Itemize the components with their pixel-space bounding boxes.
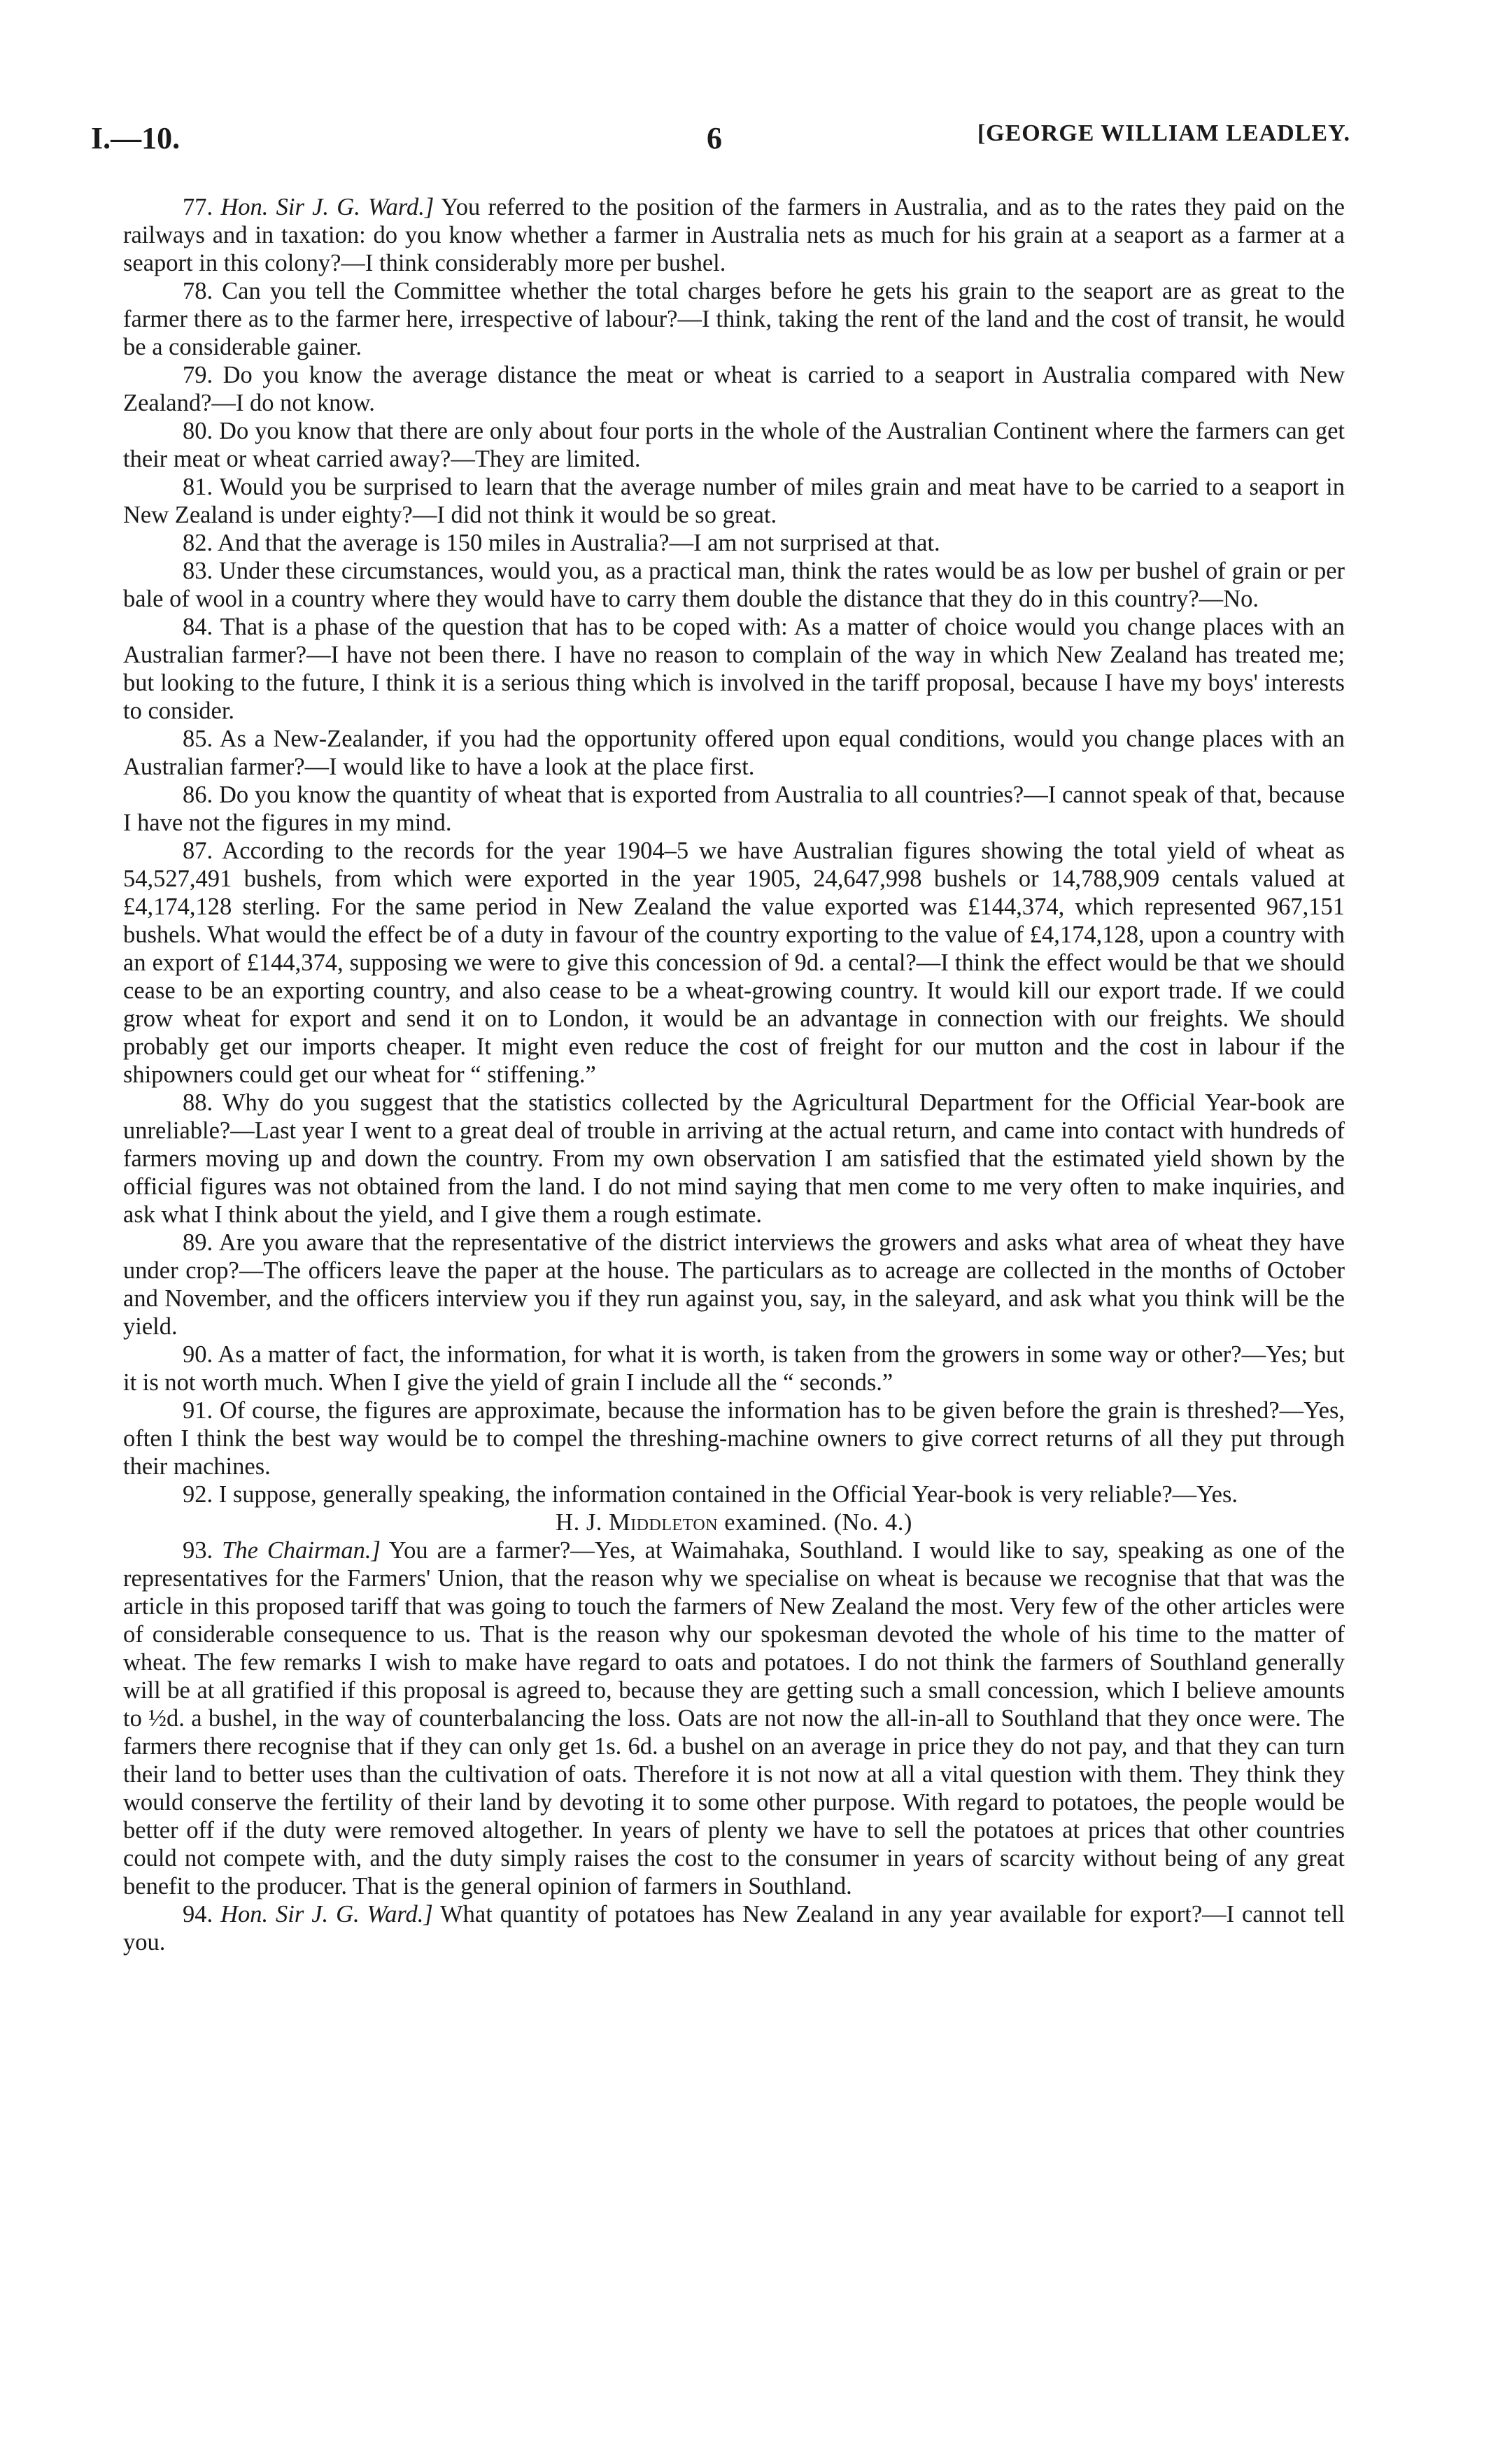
question-paragraph xyxy=(123,781,1345,837)
page-body xyxy=(123,193,1345,1956)
question-paragraph xyxy=(123,529,1345,557)
question-text: That is a phase of the question that has to be coped with: As a matter of choice would you change places with an Australian farmer?—I have not been there. I have no reason to complain of the way in which New Zealand has treated me; but looking to the future, I think it is a serious thing which is involved in the tariff proposal, because I have my boys' interests to consider. xyxy=(123,614,1345,724)
question-number: 78. xyxy=(183,278,213,304)
page-number: 6 xyxy=(707,121,722,155)
question-number: 86. xyxy=(183,782,213,808)
question-paragraph xyxy=(123,473,1345,529)
testimony-part-2 xyxy=(123,1536,1345,1956)
question-number: 79. xyxy=(183,362,213,388)
question-paragraph xyxy=(123,557,1345,613)
question-number: 80. xyxy=(183,418,213,444)
question-paragraph xyxy=(123,1089,1345,1229)
question-text: Can you tell the Committee whether the total charges before he gets his grain to the seaport are as great to the farmer there as to the farmer here, irrespective of labour?—I think, taking the rent of the land and the cost of transit, he would be a considerable gainer. xyxy=(123,278,1345,360)
question-number: 94. xyxy=(183,1901,213,1928)
question-number: 93. xyxy=(183,1537,213,1564)
question-text: As a New-Zealander, if you had the opportunity offered upon equal conditions, would you change places with an Australian farmer?—I would like to have a look at the place first. xyxy=(123,726,1345,780)
question-paragraph xyxy=(123,277,1345,361)
question-paragraph xyxy=(123,1900,1345,1956)
question-paragraph xyxy=(123,1536,1345,1900)
question-paragraph xyxy=(123,1480,1345,1508)
question-text: And that the average is 150 miles in Australia?—I am not surprised at that. xyxy=(217,530,940,556)
question-text: Are you aware that the representative of the district interviews the growers and asks what area of wheat they have under crop?—The officers leave the paper at the house. The particulars as to acreage are collected in the months of October and November, and the officers interview you if they run against you, say, in the saleyard, and ask what you think will be the yield. xyxy=(123,1229,1345,1340)
question-number: 88. xyxy=(183,1089,213,1116)
question-text: Do you know the quantity of wheat that is exported from Australia to all countries?—I cannot speak of that, because I have not the figures in my mind. xyxy=(123,782,1345,836)
witness-heading-name: H. J. Middleton xyxy=(556,1509,719,1536)
speaker-name: Hon. Sir J. G. Ward.] xyxy=(220,194,434,220)
question-text: You referred to the position of the farmers in Australia, and as to the rates they paid on the railways and in taxation: do you know whether a farmer in Australia nets as much for his grain at a seaport as a farmer at a seaport in this colony?—I think considerably more per bushel. xyxy=(123,194,1345,276)
speaker-name: The Chairman.] xyxy=(222,1537,381,1564)
question-number: 77. xyxy=(183,194,213,220)
paper-reference: I.—10. xyxy=(91,121,181,155)
question-paragraph xyxy=(123,193,1345,277)
speaker-name: Hon. Sir J. G. Ward.] xyxy=(220,1901,433,1928)
question-paragraph xyxy=(123,417,1345,473)
question-paragraph xyxy=(123,613,1345,725)
witness-heading-rest: examined. (No. 4.) xyxy=(718,1509,912,1536)
question-paragraph xyxy=(123,1229,1345,1341)
section-heading xyxy=(123,1508,1345,1536)
question-text: Why do you suggest that the statistics collected by the Agricultural Department for the Official Year-book are unreliable?—Last year I went to a great deal of trouble in arriving at the actual return, and came into contact with hundreds of farmers moving up and down the country. From my own observation I am satisfied that the estimated yield shown by the official figures was not obtained from the land. I do not mind saying that men come to me very often to make inquiries, and ask what I think about the yield, and I give them a rough estimate. xyxy=(123,1089,1345,1228)
question-text: What quantity of potatoes has New Zealand in any year available for export?—I cannot tell you. xyxy=(123,1901,1345,1956)
question-text: You are a farmer?—Yes, at Waimahaka, Southland. I would like to say, speaking as one of the representatives for the Farmers' Union, that the reason why we specialise on wheat is because we recognise that that was the article in this proposed tariff that was going to touch the farmers of New Zealand the most. Very few of the other articles were of considerable consequence to us. That is the reason why our spokesman devoted the whole of his time to the matter of wheat. The few remarks I wish to make have regard to oats and potatoes. I do not think the farmers of Southland generally will be at all gratified if this proposal is agreed to, because they are getting such a small concession, which I believe amounts to ½d. a bushel, in the way of counterbalancing the loss. Oats are not now the all-in-all to Southland that they once were. The farmers there recognise that if they can only get 1s. 6d. a bushel on an average in price they do not pay, and that they can turn their land to better uses than the cultivation of oats. Therefore it is not now at all a vital question with them. They think they would conserve the fertility of their land by devoting it to some other purpose. With regard to potatoes, the people would be better off if the duty were removed altogether. In years of plenty we have to sell the potatoes at prices that other countries could not compete with, and the duty simply raises the cost to the consumer in years of scarcity without being of any great benefit to the producer. That is the general opinion of farmers in Southland. xyxy=(123,1537,1345,1900)
question-number: 82. xyxy=(183,530,213,556)
question-text: Of course, the figures are approximate, because the information has to be given before the grain is threshed?—Yes, often I think the best way would be to compel the threshing-machine owners to give correct returns of all they put through their machines. xyxy=(123,1397,1345,1480)
question-text: Do you know that there are only about four ports in the whole of the Australian Continent where the farmers can get their meat or wheat carried away?—They are limited. xyxy=(123,418,1345,472)
question-text: As a matter of fact, the information, for what it is worth, is taken from the growers in some way or other?—Yes; but it is not worth much. When I give the yield of grain I include all the “ seconds.” xyxy=(123,1341,1345,1396)
question-number: 85. xyxy=(183,726,213,752)
witness-name: [GEORGE WILLIAM LEADLEY. xyxy=(977,120,1350,146)
question-paragraph xyxy=(123,1397,1345,1480)
question-number: 83. xyxy=(183,558,213,584)
question-number: 91. xyxy=(183,1397,213,1424)
question-number: 84. xyxy=(183,614,213,640)
question-text: Do you know the average distance the meat or wheat is carried to a seaport in Australia compared with New Zealand?—I do not know. xyxy=(123,362,1345,416)
question-number: 87. xyxy=(183,837,213,864)
question-number: 92. xyxy=(183,1481,213,1508)
question-paragraph xyxy=(123,361,1345,417)
question-text: Would you be surprised to learn that the average number of miles grain and meat have to be carried to a seaport in New Zealand is under eighty?—I did not think it would be so great. xyxy=(123,474,1345,528)
question-text: According to the records for the year 1904–5 we have Australian figures showing the total yield of wheat as 54,527,491 bushels, from which were exported in the year 1905, 24,647,998 bushels or 14,788,909 centals valued at £4,174,128 sterling. For the same period in New Zealand the value exported was £144,374, which represented 967,151 bushels. What would the effect be of a duty in favour of the country exporting to the value of £4,174,128, upon a country with an export of £144,374, supposing we were to give this concession of 9d. a cental?—I think the effect would be that we should cease to be an exporting country, and also cease to be a wheat-growing country. It would kill our export trade. If we could grow wheat for export and send it on to London, it would be an advantage in connection with our freights. We should probably get our imports cheaper. It might even reduce the cost of freight for our mutton and the cost in labour if the shipowners could get our wheat for “ stiffening.” xyxy=(123,837,1345,1088)
testimony-part-1 xyxy=(123,193,1345,1508)
question-text: Under these circumstances, would you, as a practical man, think the rates would be as low per bushel of grain or per bale of wool in a country where they would have to carry them double the distance that they do in this country?—No. xyxy=(123,558,1345,612)
question-paragraph xyxy=(123,837,1345,1089)
question-number: 90. xyxy=(183,1341,213,1368)
question-text: I suppose, generally speaking, the information contained in the Official Year-book is very reliable?—Yes. xyxy=(218,1481,1238,1508)
page-header xyxy=(91,120,1350,162)
question-paragraph xyxy=(123,725,1345,781)
question-number: 89. xyxy=(183,1229,213,1256)
question-number: 81. xyxy=(183,474,213,500)
question-paragraph xyxy=(123,1341,1345,1397)
